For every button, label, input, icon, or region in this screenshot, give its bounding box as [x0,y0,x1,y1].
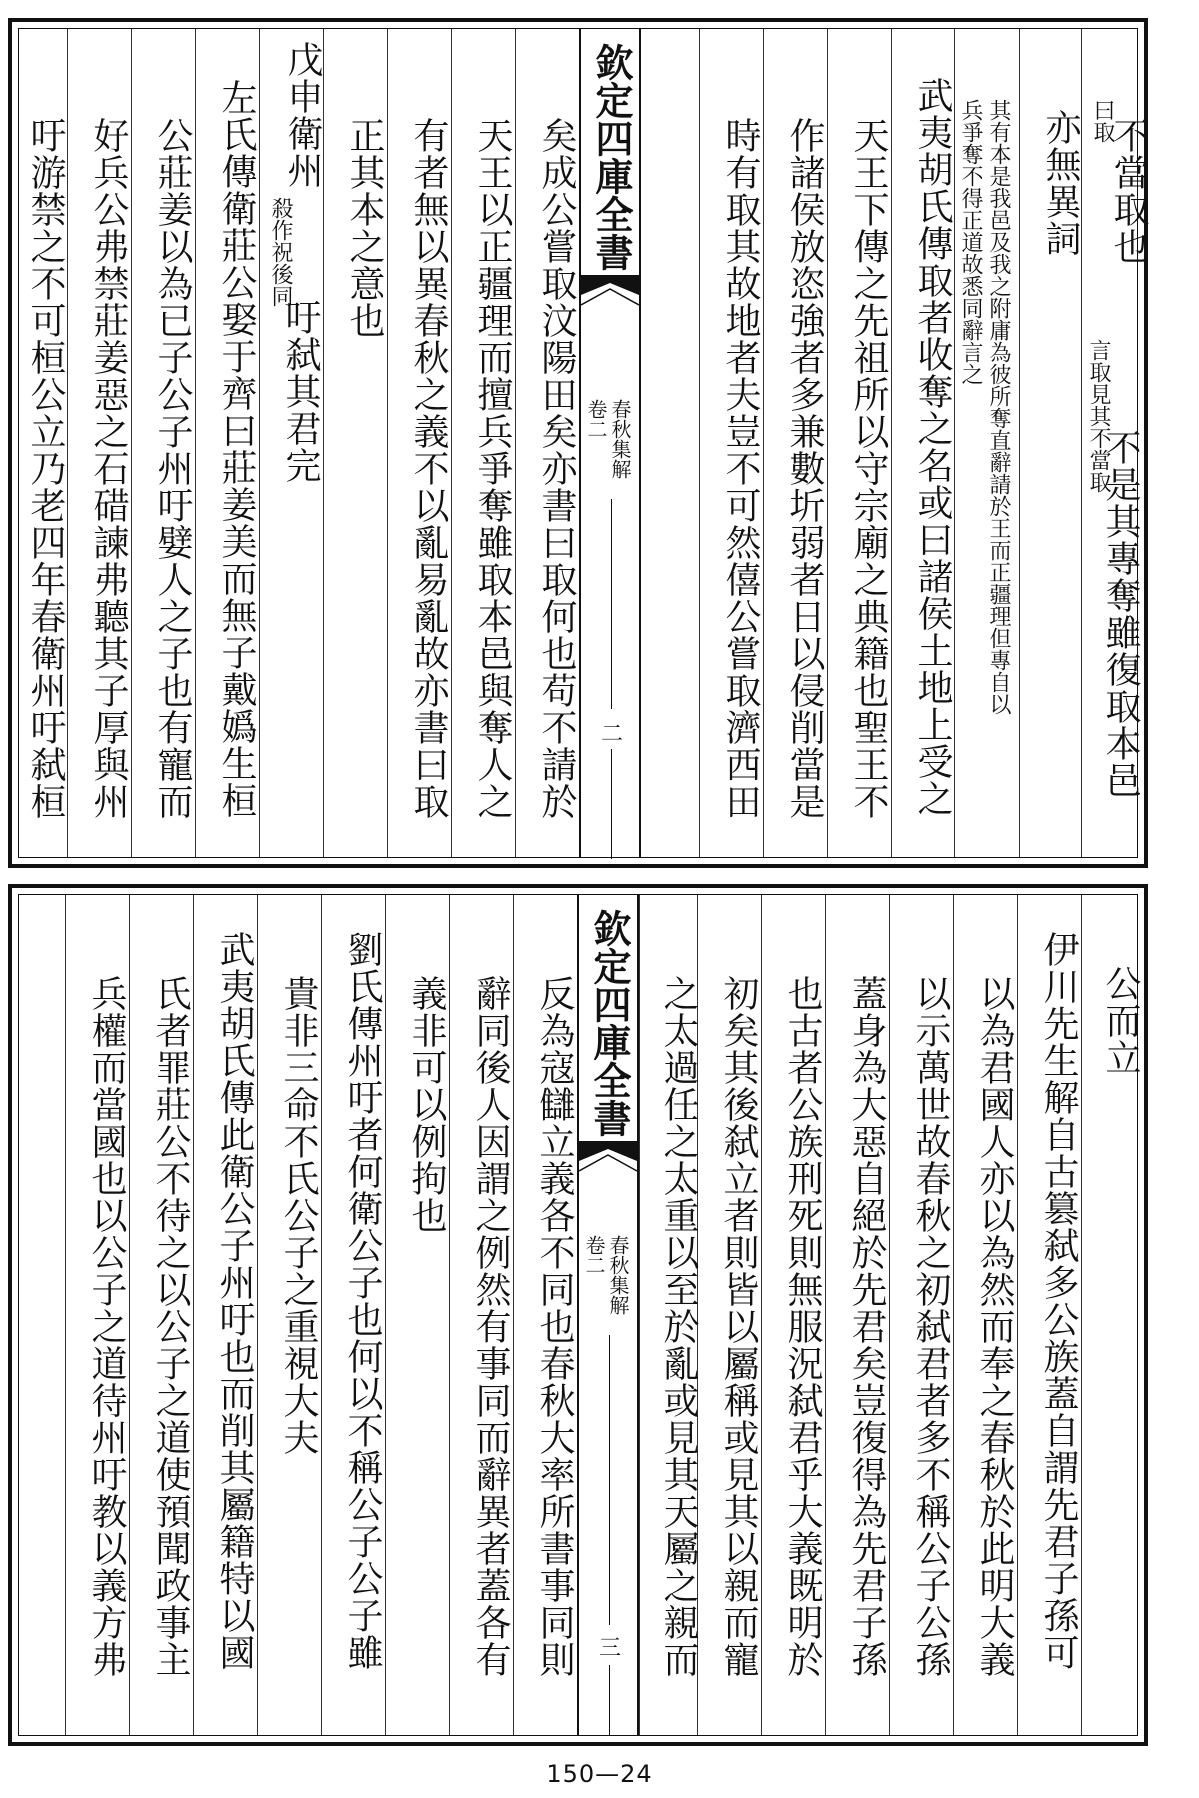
top-col-l9-main: 吁游禁之不可桓公立乃老四年春衛州吁弑桓 [25,117,66,820]
top-book-subtitle: 春秋集解 [608,399,632,479]
bottom-col-r8-main: 之太過任之太重以至於亂或見其天屬之親而 [658,975,699,1678]
top-col-r5-main: 作諸侯放恣強者多兼數圻弱者日以侵削當是 [784,117,825,820]
bottom-leaf-number: 三 [599,1636,622,1661]
top-center-rule-lower [611,749,612,859]
top-col-l9 [11,29,67,857]
top-col-r2-note-b: 兵爭奪不得正道故悉同辭言之 [958,99,983,385]
top-col-l5-tail: 吁弑其君完 [280,299,321,484]
bottom-col-l7-main: 氏者罪莊公不待之以公子之道使預聞政事主 [150,975,191,1678]
top-col-r1-note: 言取見其不當取 [1086,339,1111,493]
bottom-center-rule [609,1335,610,1625]
top-fishtail-icon [581,275,639,315]
top-book-title: 欽定四庫全書 [589,43,634,271]
bottom-col-r2 [1017,895,1081,1735]
bottom-col-l5-main: 貴非三命不氏公子之重視大夫 [278,975,319,1456]
bottom-col-l4 [321,895,385,1735]
top-col-l8-main: 好兵公弗禁莊姜惡之石碏諫弗聽其子厚與州 [88,117,129,820]
bottom-col-l5 [257,895,321,1735]
top-volume: 卷二 [584,399,608,439]
top-col-l3-main: 有者無以異春秋之義不以亂易亂故亦書曰取 [408,117,449,820]
bottom-page-frame [18,894,1141,1736]
bottom-col-r6-main: 也古者公族刑死則無服況弑君乎大義既明於 [782,975,823,1678]
top-col-l8 [67,29,131,857]
bottom-col-r7-main: 初矣其後弑立者則皆以屬稱或見其以親而寵 [718,975,759,1678]
bottom-col-r5-main: 蓋身為大惡自絕於先君矣豈復得為先君子孫 [846,975,887,1678]
top-center-rule [611,499,612,709]
bottom-col-r2-main: 伊川先生解自古篡弑多公族蓋自謂先君子孫可 [1038,931,1079,1671]
bottom-col-l6-main: 武夷胡氏傳此衛公子州吁也而削其屬籍特以國 [214,931,255,1671]
top-col-l3 [387,29,451,857]
top-col-r3 [891,29,954,857]
bottom-col-l3 [385,895,449,1735]
top-col-r2 [1019,29,1081,857]
bottom-col-r3 [953,895,1017,1735]
bottom-col-r1-main: 公而立 [1100,965,1141,1076]
top-col-r5 [763,29,827,857]
top-col-r1-prefix: 曰取 [1090,99,1115,143]
bottom-col-l6 [193,895,257,1735]
page-number: 150—24 [546,1760,653,1788]
top-page [8,18,1148,868]
top-col-l7 [131,29,195,857]
top-col-l5 [259,29,323,857]
top-leaf-number: 二 [601,722,624,747]
bottom-col-r3-main: 以為君國人亦以為然而奉之春秋於此明大義 [974,975,1015,1678]
bottom-book-subtitle: 春秋集解 [606,1235,630,1315]
bottom-col-l3-main: 義非可以例拘也 [406,975,447,1234]
top-col-r1-tail: 不是其專奪雖復取本邑 [1100,429,1141,799]
bottom-col-r4-main: 以示萬世故春秋之初弑君者多不稱公子公孫 [910,975,951,1678]
top-center-column [579,29,641,857]
bottom-center-column [577,895,639,1735]
bottom-fishtail-icon [579,1141,637,1181]
bottom-col-r1 [1081,895,1141,1735]
top-col-l4-main: 正其本之意也 [344,117,385,339]
top-col-r2-main: 亦無異詞 [1040,109,1081,257]
top-col-l1-main: 矣成公嘗取汶陽田矣亦書曰取何也苟不請於 [536,117,577,820]
top-col-l6 [195,29,259,857]
bottom-col-r4 [889,895,953,1735]
bottom-col-l4-main: 劉氏傳州吁者何衛公子也何以不稱公子公子雖 [342,931,383,1671]
top-col-l1 [515,29,579,857]
top-col-r6 [699,29,763,857]
bottom-col-l2 [449,895,513,1735]
top-col-r1 [1081,29,1149,857]
bottom-col-l1 [513,895,577,1735]
bottom-col-r6 [761,895,825,1735]
top-col-r6-main: 時有取其故地者夫豈不可然僖公嘗取濟西田 [720,117,761,820]
bottom-col-r5 [825,895,889,1735]
bottom-col-l8 [65,895,129,1735]
bottom-col-l1-main: 反為寇讎立義各不同也春秋大率所書事同則 [534,975,575,1678]
bottom-col-r7 [697,895,761,1735]
top-page-frame [18,28,1149,858]
top-col-r1-main: 不當取也 [1108,117,1149,265]
top-col-l7-main: 公莊姜以為已子公子州吁嬖人之子也有寵而 [152,117,193,820]
bottom-volume: 卷二 [582,1235,606,1275]
bottom-center-rule-lower [609,1665,610,1735]
bottom-col-r8 [639,895,697,1735]
bottom-col-l2-main: 辭同後人因謂之例然有事同而辭異者蓋各有 [470,975,511,1678]
top-col-r2-note-a: 其有本是我邑及我之附庸為彼所奪直辭請於王而正疆理但專自以 [986,99,1011,715]
top-col-l4 [323,29,387,857]
top-col-l5-note: 殺作祝後同 [268,197,293,307]
bottom-book-title: 欽定四庫全書 [587,909,632,1137]
top-col-l2 [451,29,515,857]
top-col-r4 [827,29,891,857]
bottom-col-l7 [129,895,193,1735]
bottom-page [8,884,1148,1746]
top-col-l2-main: 天王以正疆理而擅兵爭奪雖取本邑與奪人之 [472,117,513,820]
top-col-r4-main: 天王下傳之先祖所以守宗廟之典籍也聖王不 [848,117,889,820]
bottom-col-l8-main: 兵權而當國也以公子之道待州吁教以義方弗 [86,975,127,1678]
top-col-l6-main: 左氏傳衛莊公娶于齊曰莊姜美而無子戴嬀生桓 [216,79,257,819]
top-col-r2b [954,29,1019,857]
top-col-r3-main: 武夷胡氏傳取者收奪之名或曰諸侯土地上受之 [912,77,953,817]
top-col-l5-main: 戊申衛州 [282,41,323,189]
